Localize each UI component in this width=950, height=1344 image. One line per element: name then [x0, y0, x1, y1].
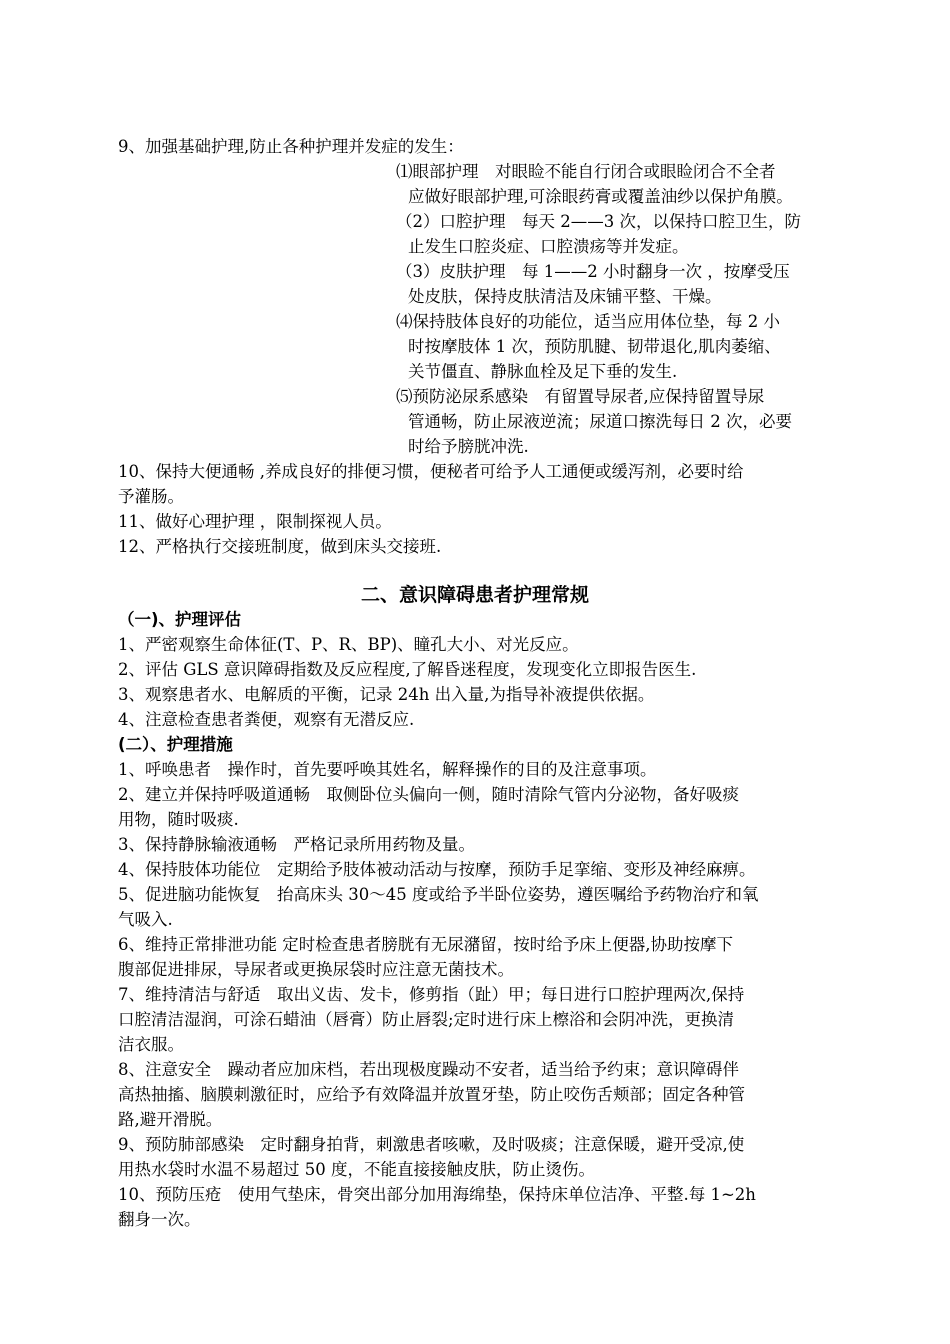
measures-line: 洁衣服。	[118, 1035, 184, 1054]
measures-line: 5、促进脑功能恢复 抬高床头 30～45 度或给予半卧位姿势，遵医嘱给予药物治疗和氧	[118, 885, 759, 904]
measures-line: 用物，随时吸痰.	[118, 810, 239, 829]
sub-item-limb-position-cont2: 关节僵直、静脉血栓及足下垂的发生.	[408, 362, 678, 381]
assessment-heading: （一)、护理评估	[118, 610, 242, 629]
measures-line: 用热水袋时水温不易超过 50 度，不能直接接触皮肤，防止烫伤。	[118, 1160, 595, 1179]
sub-item-urinary: ⑸预防泌尿系感染 有留置导尿者,应保持留置导尿	[396, 387, 765, 406]
measures-line: 高热抽搐、脑膜刺激征时，应给予有效降温并放置牙垫，防止咬伤舌颊部；固定各种管	[118, 1085, 745, 1104]
measures-line: 2、建立并保持呼吸道通畅 取侧卧位头偏向一侧，随时清除气管内分泌物，备好吸痰	[118, 785, 739, 804]
assessment-item: 4、注意检查患者粪便，观察有无潜反应.	[118, 710, 415, 729]
measures-line: 3、保持静脉输液通畅 严格记录所用药物及量。	[118, 835, 475, 854]
measures-line: 4、保持肢体功能位 定期给予肢体被动活动与按摩，预防手足挛缩、变形及神经麻痹。	[118, 860, 756, 879]
measures-line: 路,避开滑脱。	[118, 1110, 223, 1129]
item-10-cont: 予灌肠。	[118, 487, 184, 506]
sub-item-eye-care-cont: 应做好眼部护理,可涂眼药膏或覆盖油纱以保护角膜。	[408, 187, 793, 206]
measures-line: 翻身一次。	[118, 1210, 201, 1229]
sub-item-eye-care: ⑴眼部护理 对眼睑不能自行闭合或眼睑闭合不全者	[396, 162, 776, 181]
assessment-item: 1、严密观察生命体征(T、P、R、BP)、瞳孔大小、对光反应。	[118, 635, 579, 654]
item-9: 9、加强基础护理,防止各种护理并发症的发生：	[118, 137, 464, 156]
sub-item-skin-care: （3）皮肤护理 每 1——2 小时翻身一次 ，按摩受压	[396, 262, 790, 281]
measures-heading: (二）、护理措施	[118, 735, 233, 754]
assessment-item: 2、评估 GLS 意识障碍指数及反应程度,了解昏迷程度，发现变化立即报告医生.	[118, 660, 697, 679]
measures-line: 9、预防肺部感染 定时翻身拍背，刺激患者咳嗽，及时吸痰；注意保暖，避开受凉,使	[118, 1135, 745, 1154]
measures-line: 8、注意安全 躁动者应加床档，若出现极度躁动不安者，适当给予约束；意识障碍伴	[118, 1060, 739, 1079]
measures-line: 口腔清洁湿润，可涂石蜡油（唇膏）防止唇裂;定时进行床上檫浴和会阴冲洗，更换清	[118, 1010, 735, 1029]
assessment-item: 3、观察患者水、电解质的平衡，记录 24h 出入量,为指导补液提供依据。	[118, 685, 655, 704]
sub-item-oral-care: （2）口腔护理 每天 2——3 次，以保持口腔卫生，防	[396, 212, 801, 231]
item-10: 10、保持大便通畅 ,养成良好的排便习惯，便秘者可给予人工通便或缓泻剂，必要时给	[118, 462, 744, 481]
sub-item-urinary-cont2: 时给予膀胱冲洗.	[408, 437, 529, 456]
measures-line: 1、呼唤患者 操作时，首先要呼唤其姓名，解释操作的目的及注意事项。	[118, 760, 657, 779]
measures-line: 10、预防压疮 使用气垫床，骨突出部分加用海绵垫，保持床单位洁净、平整.每 1~2h	[118, 1185, 756, 1204]
sub-item-urinary-cont: 管通畅，防止尿液逆流；尿道口擦洗每日 2 次，必要	[408, 412, 792, 431]
item-11: 11、做好心理护理 ，限制探视人员。	[118, 512, 392, 531]
measures-line: 7、维持清洁与舒适 取出义齿、发卡，修剪指（趾）甲；每日进行口腔护理两次,保持	[118, 985, 745, 1004]
item-12: 12、严格执行交接班制度，做到床头交接班.	[118, 537, 442, 556]
measures-line: 6、维持正常排泄功能 定时检查患者膀胱有无尿潴留，按时给予床上便器,协助按摩下	[118, 935, 733, 954]
measures-line: 腹部促进排尿，导尿者或更换尿袋时应注意无菌技术。	[118, 960, 514, 979]
sub-item-limb-position: ⑷保持肢体良好的功能位，适当应用体位垫，每 2 小	[396, 312, 780, 331]
sub-item-limb-position-cont: 时按摩肢体 1 次，预防肌腱、韧带退化,肌肉萎缩、	[408, 337, 781, 356]
measures-line: 气吸入.	[118, 910, 173, 929]
sub-item-skin-care-cont: 处皮肤，保持皮肤清洁及床铺平整、干燥。	[408, 287, 722, 306]
sub-item-oral-care-cont: 止发生口腔炎症、口腔溃疡等并发症。	[408, 237, 689, 256]
section-title: 二、意识障碍患者护理常规	[360, 584, 589, 606]
